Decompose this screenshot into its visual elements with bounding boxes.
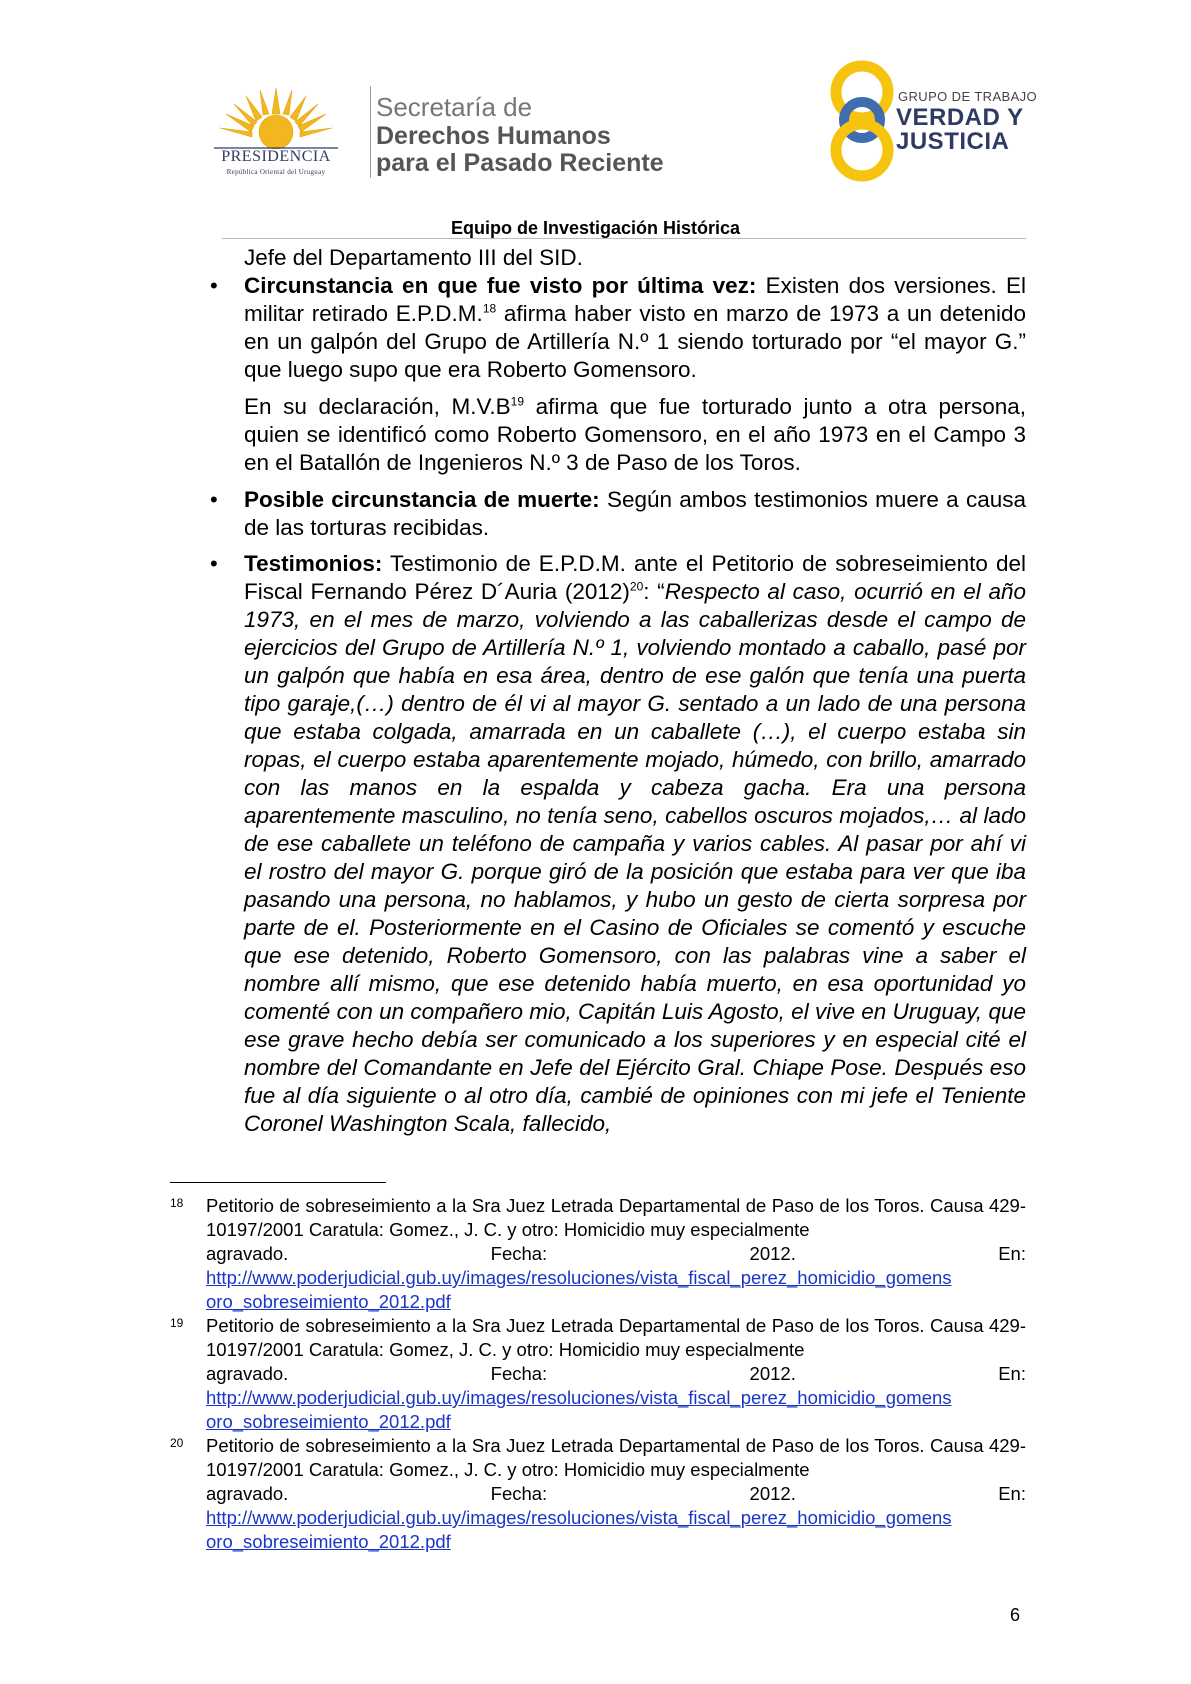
footnote-word: Fecha: [490,1363,548,1384]
presidencia-subtitle: República Oriental del Uruguay [226,168,326,176]
bullet-ultima-vez [244,272,1026,384]
bullet-text: Existen dos versiones. El militar retirado E.P.D.M. [244,273,1026,326]
justicia-label: JUSTICIA [896,128,1010,155]
footnote-text: Petitorio de sobreseimiento a la Sra Juez Letrada Departamental de Paso de los Toros. Causa 429-10197/2001 Caratula: Gomez, J. C. y otro: Homicidio muy especialmente [206,1315,1026,1360]
bullet-circunstancia-muerte [244,486,1026,542]
bullet-label: Testimonios: [244,551,383,576]
footnote-word: 2012. [749,1483,796,1504]
footnote-link[interactable]: oro_sobreseimiento_2012.pdf [206,1291,451,1312]
footnote-ref: 18 [482,301,497,316]
footnote-number: 18 [170,1196,184,1210]
jefe-line: Jefe del Departamento III del SID. [244,245,583,270]
bullet-testimonios [244,550,1026,1138]
bullet-dot: • [210,487,218,512]
footnote-number: 19 [170,1316,184,1330]
footnote-20 [206,1434,1026,1554]
bullet-text: Testimonio de E.P.D.M. ante el Petitorio de sobreseimiento del Fiscal Fernando Pérez D´Auria (2012) [244,551,1026,604]
footnote-link[interactable]: http://www.poderjudicial.gub.uy/images/resoluciones/vista_fiscal_perez_homicidio_gomens [206,1387,952,1408]
footnote-word: En: [998,1363,1026,1384]
footnote-link[interactable]: http://www.poderjudicial.gub.uy/images/resoluciones/vista_fiscal_perez_homicidio_gomens [206,1267,952,1288]
footnote-word: agravado. [206,1483,289,1504]
presidencia-label: PRESIDENCIA [221,148,331,165]
paragraph-text: afirma que fue torturado junto a otra persona, quien se identificó como Roberto Gomensoro, en el año 1973 en el Campo 3 en el Batallón de Ingenieros N.º 3 de Paso de los Toros. [244,394,1027,475]
secretaria-line1: Secretaría de [376,92,533,122]
testimony-quote: Respecto al caso, ocurrió en el año 1973, en el mes de marzo, volviendo a las caballerizas desde el campo de ejercicios del Grupo de Artillería N.º 1, volviendo montado a caballo, pasé por un galpón que había en esa área, dentro de ese galón que tenía una puerta tipo garaje,(…) dentro de él vi al mayor G. sentado a un lado de una persona que estaba colgada, amarrada en un caballete (…), el cuerpo estaba sin ropas, el cuerpo estaba aparentemente mojado, húmedo, con brillo, amarrado con las manos en la espalda y cabeza gacha. Era una persona aparentemente masculino, no tenía seno, cabellos oscuros mojados,… al lado de ese caballete un teléfono de campaña y varios cables. Al pasar por ahí vi el rostro del mayor G. porque giró de la posición que estaba para ver que iba pasando una persona, no hablamos, y hubo un gesto de cierta sorpresa por parte de el. Posteriormente en el Casino de Oficiales se comentó y escuche que ese detenido, Roberto Gomensoro, con las palabras vine a saber el nombre allí mismo, que ese detenido había muerto, en esa oportunidad yo comenté con un compañero mio, Capitán Luis Agosto, el vive en Uruguay, que ese grave hecho debía ser comunicado a los superiores y en especial cité el nombre del Comandante en Jefe del Ejército Gral. Chiape Pose. Después eso fue al día siguiente o al otro día, cambié de opiniones con mi jefe el Teniente Coronel Washington Scala, fallecido, [244,579,1026,1136]
verdad-label: VERDAD Y [896,104,1024,131]
footnote-meta-line [206,1362,1026,1386]
footnote-rule [170,1182,386,1183]
bullet-label: Posible circunstancia de muerte: [244,487,600,512]
footnote-word: En: [998,1483,1026,1504]
footnote-word: agravado. [206,1243,289,1264]
footnote-word: 2012. [749,1243,796,1264]
team-title: Equipo de Investigación Histórica [450,218,741,238]
header-rule [222,238,1026,239]
footnote-link[interactable]: oro_sobreseimiento_2012.pdf [206,1411,451,1432]
footnote-word: 2012. [749,1363,796,1384]
footnote-number: 20 [170,1436,184,1450]
bullet-text: : “ [643,579,665,604]
bullet-text: Según ambos testimonios muere a causa de las torturas recibidas. [244,487,1026,540]
bullet-dot: • [210,551,218,576]
grupo-trabajo-label: GRUPO DE TRABAJO [898,89,1038,104]
footnote-link[interactable]: http://www.poderjudicial.gub.uy/images/resoluciones/vista_fiscal_perez_homicidio_gomens [206,1507,952,1528]
footnote-text: Petitorio de sobreseimiento a la Sra Juez Letrada Departamental de Paso de los Toros. Causa 429-10197/2001 Caratula: Gomez., J. C. y otro: Homicidio muy especialmente [206,1195,1026,1240]
footnote-meta-line [206,1242,1026,1266]
footnote-text: Petitorio de sobreseimiento a la Sra Juez Letrada Departamental de Paso de los Toros. Causa 429-10197/2001 Caratula: Gomez., J. C. y otro: Homicidio muy especialmente [206,1435,1026,1480]
paragraph-text: En su declaración, M.V.B [244,394,511,419]
footnote-ref: 20 [629,579,644,594]
footnote-word: Fecha: [490,1483,548,1504]
bullet-dot: • [210,273,218,298]
bullet-text: afirma haber visto en marzo de 1973 a un detenido en un galpón del Grupo de Artillería N.º 1 siendo torturado por “el mayor G.” que luego supo que era Roberto Gomensoro. [244,301,1027,382]
footnote-19 [206,1314,1026,1434]
footnote-meta-line [206,1482,1026,1506]
footnote-link[interactable]: oro_sobreseimiento_2012.pdf [206,1531,451,1552]
footnote-ref: 19 [510,394,525,409]
page-number: 6 [1010,1605,1021,1625]
header-divider [370,86,371,178]
footnote-18 [206,1194,1026,1314]
footnote-word: agravado. [206,1363,289,1384]
footnote-word: Fecha: [490,1243,548,1264]
footnote-word: En: [998,1243,1026,1264]
bullet-label: Circunstancia en que fue visto por última vez: [244,273,757,298]
declaracion-paragraph [244,393,1026,477]
secretaria-line3: para el Pasado Reciente [376,149,664,177]
secretaria-line2: Derechos Humanos [376,122,611,150]
